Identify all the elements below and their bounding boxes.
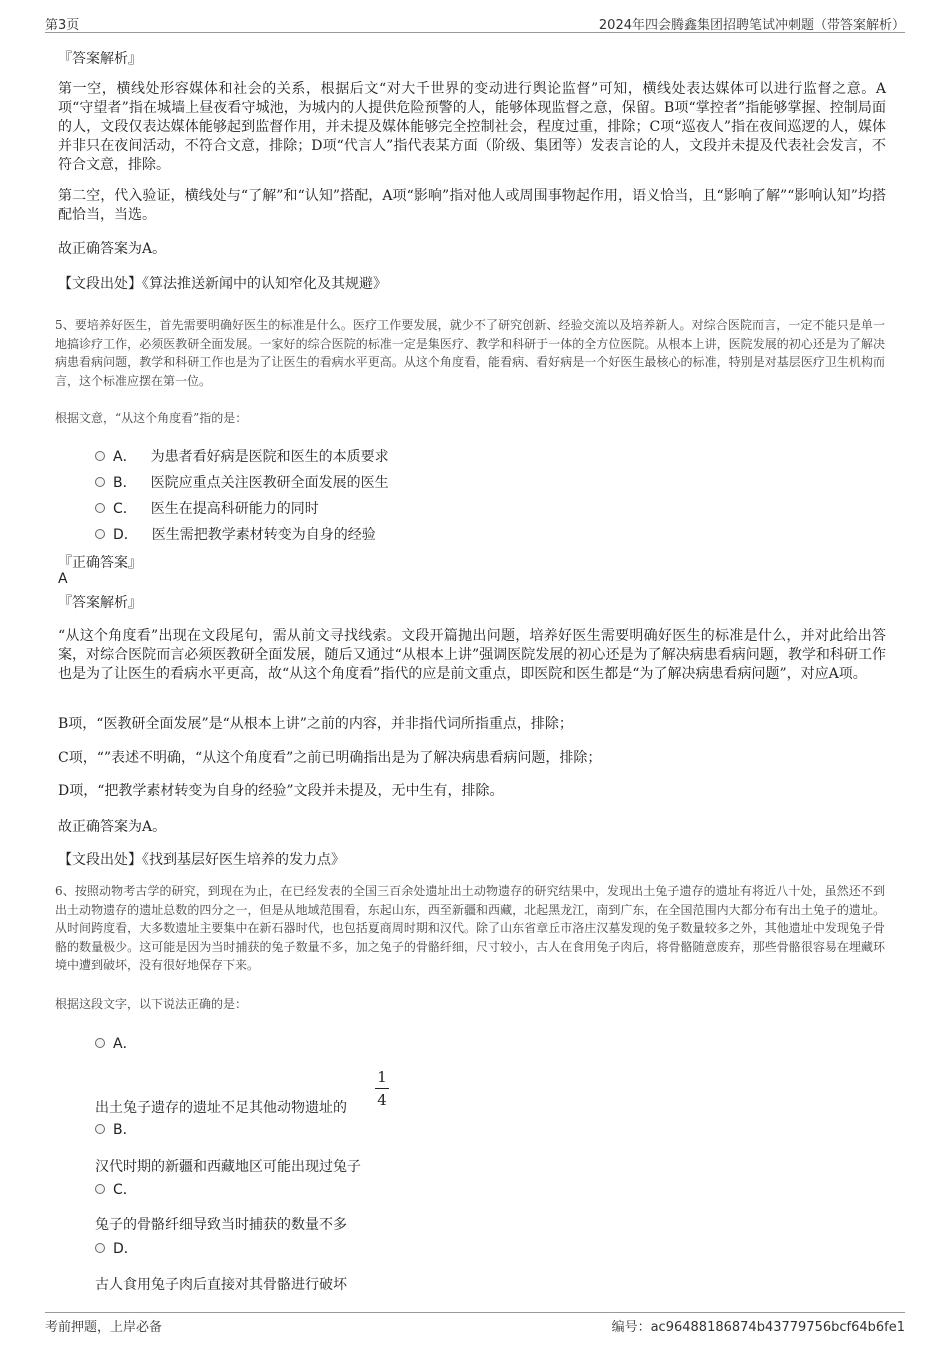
footer-code (612, 1316, 905, 1335)
q6-option-b[interactable]: B． (95, 1119, 151, 1139)
radio-icon[interactable] (95, 503, 105, 513)
q5-question: 根据文意，“从这个角度看”指的是： (55, 411, 248, 425)
q6-option-b-text: 汉代时期的新疆和西藏地区可能出现过兔子 (95, 1159, 361, 1175)
radio-icon[interactable] (95, 1038, 105, 1048)
q6-option-d-text: 古人食用兔子肉后直接对其骨骼进行破坏 (95, 1277, 347, 1293)
q5-stem: 5、要培养好医生，首先需要明确好医生的标准是什么。医疗工作要发展，就少不了研究创新、经验交流以及培养新人。对综合医院而言，一定不能只是单一地搞诊疗工作，必须医教研全面发展。一家好的综合医院的标准一定是集医疗、教学和科研于一体的全方位医院。从根本上讲，医院发展的初心还是为了解决病患看病问题，教学和科研工作也是为了让医生的看病水平更高。从这个角度看，能看病、看好病是一个好医生最核心的标准，特别是对基层医疗卫生机构而言，这个标准应摆在第一位。 (55, 318, 885, 388)
fraction-numerator: 1 (377, 1068, 387, 1086)
footer-code-label: 编号： (611, 1320, 651, 1335)
q5-analysis-para4: D项，“把教学素材转变为自身的经验”文段并未提及，无中生有，排除。 (58, 783, 504, 799)
q5-analysis-para3: C项，“”表述不明确，“从这个角度看”之前已明确指出是为了解决病患看病问题，排除； (58, 750, 602, 766)
q5-analysis-para2: B项，“医教研全面发展”是“从根本上讲”之前的内容，并非指代词所指重点，排除； (58, 716, 573, 732)
q4-analysis-label: 『答案解析』 (58, 51, 142, 67)
q4-source: 【文段出处】《算法推送新闻中的认知窄化及其规避》 (58, 276, 387, 292)
q5-answer-label: 『正确答案』 (58, 555, 142, 571)
q5-option-a[interactable]: A． 为患者看好病是医院和医生的本质要求 (95, 446, 389, 466)
q6-option-c[interactable]: C． (95, 1179, 151, 1199)
q6-option-c-text: 兔子的骨骼纤细导致当时捕获的数量不多 (95, 1217, 347, 1233)
q4-analysis-para1: 第一空，横线处形容媒体和社会的关系，根据后文“对大千世界的变动进行舆论监督”可知，横线处表达媒体可以进行监督之意。A项“守望者”指在城墙上昼夜看守城池，为城内的人提供危险预警的人，能够体现监督之意，保留。B项“掌控者”指能够掌握、控制局面的人，文段仅表达媒体能够起到监督作用，并未提及媒体能够完全控制社会，程度过重，排除；C项“巡夜人”指在夜间巡逻的人，媒体并非只在夜间活动，不符合文意，排除；D项“代言人”指代表某方面（阶级、集团等）发表言论的人，文段并未提及代表社会发言，不符合文意，排除。 (58, 81, 886, 173)
q5-analysis-para1: “从这个角度看”出现在文段尾句，需从前文寻找线索。文段开篇抛出问题，培养好医生需要明确好医生的标准是什么，并对此给出答案，对综合医院而言必须医教研全面发展，随后又通过“从根本上讲”强调医院发展的初心还是为了解决病患看病问题，教学和科研工作也是为了让医生的看病水平更高，故“从这个角度看”指代的应是前文重点，即医院和医生都是“为了解决病患看病问题”，对应A项。 (58, 628, 886, 682)
page-header (45, 12, 905, 33)
footer-code-value: ac96488186874b43779756bcf64b6fe1 (650, 1320, 905, 1335)
q4-analysis-para2: 第二空，代入验证，横线处与“了解”和“认知”搭配，A项“影响”指对他人或周围事物起作用，语义恰当，且“影响了解”“影响认知”均搭配恰当，当选。 (58, 188, 886, 223)
q5-conclusion: 故正确答案为A。 (58, 819, 167, 835)
radio-icon[interactable] (95, 1124, 105, 1134)
footer-slogan: 考前押题，上岸必备 (45, 1320, 163, 1335)
page-number: 第3页 (45, 18, 80, 33)
radio-icon[interactable] (95, 477, 105, 487)
fraction-denominator: 4 (377, 1091, 387, 1109)
q5-analysis-label: 『答案解析』 (58, 595, 142, 611)
fraction-bar (375, 1088, 389, 1089)
fraction (375, 1068, 389, 1109)
q6-stem: 6、按照动物考古学的研究，到现在为止，在已经发表的全国三百余处遗址出土动物遗存的研究结果中，发现出土兔子遗存的遗址有将近八十处，虽然还不到出土动物遗存的遗址总数的四分之一，但是从地域范围看，东起山东，西至新疆和西藏，北起黑龙江，南到广东，在全国范围内大都分布有出土兔子的遗址。从时间跨度看，大多数遗址主要集中在新石器时代，也包括夏商周时期和汉代。除了山东省章丘市洛庄汉墓发现的兔子数量较多之外，其他遗址中发现兔子骨骼的数量极少。这可能是因为当时捕获的兔子数量不多，加之兔子的骨骼纤细，尺寸较小，古人在食用兔子肉后，将骨骼随意废弃，那些骨骼很容易在埋藏环境中遭到破坏，没有很好地保存下来。 (55, 884, 885, 972)
q6-option-a-text: 出土兔子遗存的遗址不足其他动物遗址的 (95, 1100, 347, 1116)
document-title: 2024年四会腾鑫集团招聘笔试冲刺题（带答案解析） (598, 18, 905, 33)
radio-icon[interactable] (95, 1243, 105, 1253)
q5-option-c[interactable]: C． 医生在提高科研能力的同时 (95, 498, 319, 518)
q5-option-d[interactable]: D． 医生需把教学素材转变为自身的经验 (95, 524, 376, 544)
q6-option-d[interactable]: D． (95, 1238, 152, 1258)
q5-answer: A (58, 571, 68, 587)
page-footer (45, 1312, 905, 1335)
q6-option-a[interactable]: A． (95, 1033, 151, 1053)
q5-source: 【文段出处】《找到基层好医生培养的发力点》 (58, 852, 345, 868)
radio-icon[interactable] (95, 1184, 105, 1194)
q5-option-b[interactable]: B． 医院应重点关注医教研全面发展的医生 (95, 472, 389, 492)
q4-conclusion: 故正确答案为A。 (58, 241, 167, 257)
q6-question: 根据这段文字，以下说法正确的是： (55, 997, 248, 1011)
radio-icon[interactable] (95, 529, 105, 539)
radio-icon[interactable] (95, 451, 105, 461)
